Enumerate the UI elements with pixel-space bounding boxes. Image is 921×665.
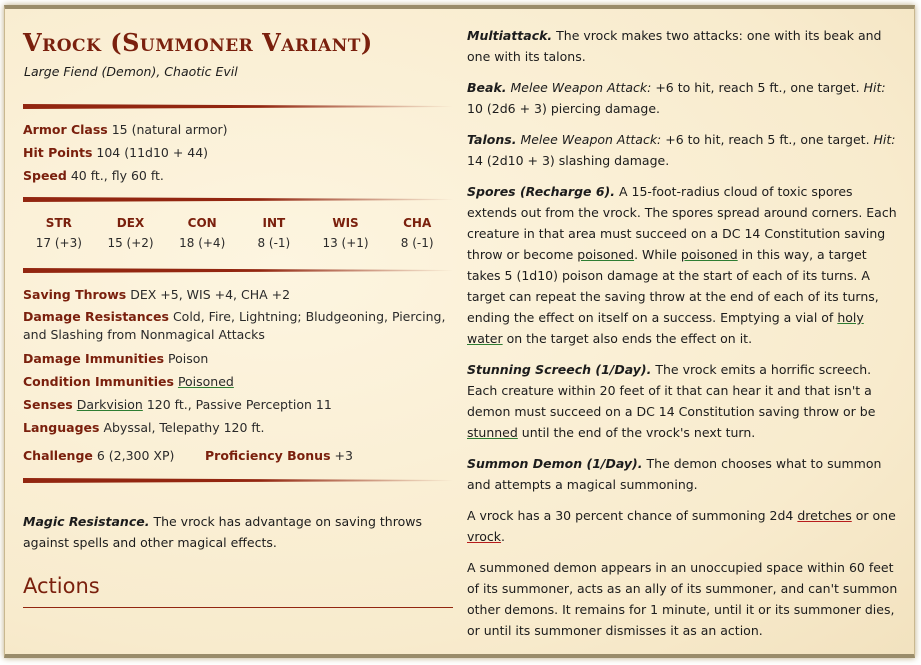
creature-title: Vrock (Summoner Variant): [23, 28, 373, 57]
ability-value: 8 (-1): [257, 236, 291, 250]
action-text: The vrock makes two attacks: one with its beak and one with its talons.: [467, 28, 882, 64]
speed-label: Speed: [23, 168, 67, 183]
proficiency-bonus: [205, 448, 353, 463]
action-beak: [467, 77, 899, 119]
trait-magic-resistance: [23, 511, 453, 553]
ability-scores: [23, 216, 453, 250]
ability-wis: [310, 216, 382, 250]
summon-chance-text: A vrock has a 30 percent chance of summoning 2d4: [467, 508, 794, 523]
speed: [23, 168, 164, 183]
ability-value: 17 (+3): [35, 236, 82, 250]
hit-points: [23, 145, 208, 160]
action-name: Summon Demon (1/Day).: [467, 456, 643, 471]
action-text: A 15-foot-radius cloud of toxic spores extends out from the vrock. The spores spread around corners. Each creature in that area must succeed on a DC 14 Constitution saving throw or become: [467, 184, 897, 262]
action-text: . While: [634, 247, 677, 262]
poisoned-link[interactable]: Poisoned: [177, 374, 234, 389]
languages-label: Languages: [23, 420, 100, 435]
saving-throws-label: Saving Throws: [23, 287, 127, 302]
saving-throws: [23, 287, 290, 302]
armor-class-label: Armor Class: [23, 122, 108, 137]
action-text: The vrock emits a horrific screech. Each creature within 20 feet of it that can hear it and that isn't a demon must succeed on a DC 14 Constitution saving throw or be: [467, 362, 876, 419]
action-spores: [467, 181, 899, 349]
actions-heading: Actions: [23, 574, 100, 598]
poisoned-link[interactable]: poisoned: [577, 247, 635, 262]
attack-type: Melee Weapon Attack:: [520, 132, 662, 147]
creature-subtitle: Large Fiend (Demon), Chaotic Evil: [24, 64, 238, 79]
proficiency-bonus-value: +3: [334, 448, 353, 463]
senses: [23, 397, 332, 412]
action-text: until the end of the vrock's next turn.: [521, 425, 756, 440]
tapered-rule: [23, 478, 453, 483]
damage-immunities: [23, 351, 208, 366]
summon-chance: [467, 505, 899, 547]
challenge-value: 6 (2,300 XP): [96, 448, 175, 463]
challenge-label: Challenge: [23, 448, 93, 463]
summon-chance-text: .: [501, 529, 506, 544]
hit-label: Hit:: [863, 80, 886, 95]
ability-value: 8 (-1): [400, 236, 434, 250]
damage-resistances-value: Cold, Fire, Lightning; Bludgeoning, Piercing, and Slashing from Nonmagical Attacks: [23, 309, 446, 342]
ability-label: STR: [45, 216, 72, 230]
ability-label: DEX: [116, 216, 145, 230]
action-name: Talons.: [467, 132, 517, 147]
damage-immunities-label: Damage Immunities: [23, 351, 165, 366]
darkvision-link[interactable]: Darkvision: [76, 397, 143, 412]
ability-label: CHA: [403, 216, 432, 230]
condition-immunities-label: Condition Immunities: [23, 374, 174, 389]
ability-value: 13 (+1): [322, 236, 369, 250]
tapered-rule: [23, 197, 453, 202]
poisoned-link[interactable]: poisoned: [680, 247, 738, 262]
action-stunning-screech: [467, 359, 899, 443]
ability-con: [166, 216, 238, 250]
trait-name: Magic Resistance.: [23, 514, 150, 529]
damage-immunities-value: Poison: [168, 351, 209, 366]
stat-block-card: [4, 5, 915, 658]
action-summon-demon: [467, 453, 899, 495]
dretches-link[interactable]: dretches: [797, 508, 852, 523]
attack-type: Melee Weapon Attack:: [510, 80, 652, 95]
attack-text: +6 to hit, reach 5 ft., one target.: [655, 80, 860, 95]
damage-text: 14 (2d10 + 3) slashing damage.: [467, 153, 670, 168]
ability-int: [238, 216, 310, 250]
summoned-demon-text: A summoned demon appears in an unoccupied space within 60 feet of its summoner, acts as an ally of its summoner, and can't summon other demons. It remains for 1 minute, until it or its summoner dies, or until its summoner dismisses it as an action.: [467, 560, 898, 638]
action-name: Stunning Screech (1/Day).: [467, 362, 652, 377]
damage-text: 10 (2d6 + 3) piercing damage.: [467, 101, 660, 116]
holy-water-link[interactable]: holy water: [467, 310, 864, 346]
damage-resistances: [23, 308, 453, 344]
hit-label: Hit:: [873, 132, 896, 147]
action-multiattack: [467, 25, 899, 67]
languages: [23, 420, 264, 435]
senses-label: Senses: [23, 397, 73, 412]
summon-chance-text: or one: [855, 508, 896, 523]
armor-class: [23, 122, 228, 137]
ability-value: 18 (+4): [179, 236, 226, 250]
challenge: [23, 448, 174, 463]
vrock-link[interactable]: vrock: [467, 529, 502, 544]
speed-value: 40 ft., fly 60 ft.: [70, 168, 164, 183]
action-talons: [467, 129, 899, 171]
action-name: Spores (Recharge 6).: [467, 184, 616, 199]
ability-label: WIS: [332, 216, 359, 230]
armor-class-value: 15 (natural armor): [111, 122, 228, 137]
ability-label: CON: [187, 216, 217, 230]
actions-heading-underline: [23, 607, 453, 608]
condition-immunities: [23, 374, 234, 389]
damage-resistances-label: Damage Resistances: [23, 309, 169, 324]
attack-text: +6 to hit, reach 5 ft., one target.: [665, 132, 870, 147]
ability-label: INT: [262, 216, 286, 230]
languages-value: Abyssal, Telepathy 120 ft.: [103, 420, 265, 435]
stunned-link[interactable]: stunned: [467, 425, 518, 440]
ability-str: [23, 216, 95, 250]
proficiency-bonus-label: Proficiency Bonus: [205, 448, 331, 463]
saving-throws-value: DEX +5, WIS +4, CHA +2: [130, 287, 291, 302]
trait-text: The vrock has advantage on saving throws against spells and other magical effects.: [23, 514, 422, 550]
senses-value: 120 ft., Passive Perception 11: [146, 397, 332, 412]
action-text: The demon chooses what to summon and attempts a magical summoning.: [467, 456, 882, 492]
tapered-rule: [23, 104, 453, 109]
action-text: in this way, a target takes 5 (1d10) poison damage at the start of each of its turns. A target can repeat the saving throw at the end of each of its turns, ending the effect on itself on a success. Emptying a vial of: [467, 247, 879, 325]
ability-value: 15 (+2): [107, 236, 154, 250]
ability-dex: [95, 216, 167, 250]
action-name: Multiattack.: [467, 28, 553, 43]
action-name: Beak.: [467, 80, 507, 95]
hit-points-value: 104 (11d10 + 44): [96, 145, 209, 160]
tapered-rule: [23, 268, 453, 273]
hit-points-label: Hit Points: [23, 145, 93, 160]
action-text: on the target also ends the effect on it.: [506, 331, 753, 346]
ability-cha: [381, 216, 453, 250]
